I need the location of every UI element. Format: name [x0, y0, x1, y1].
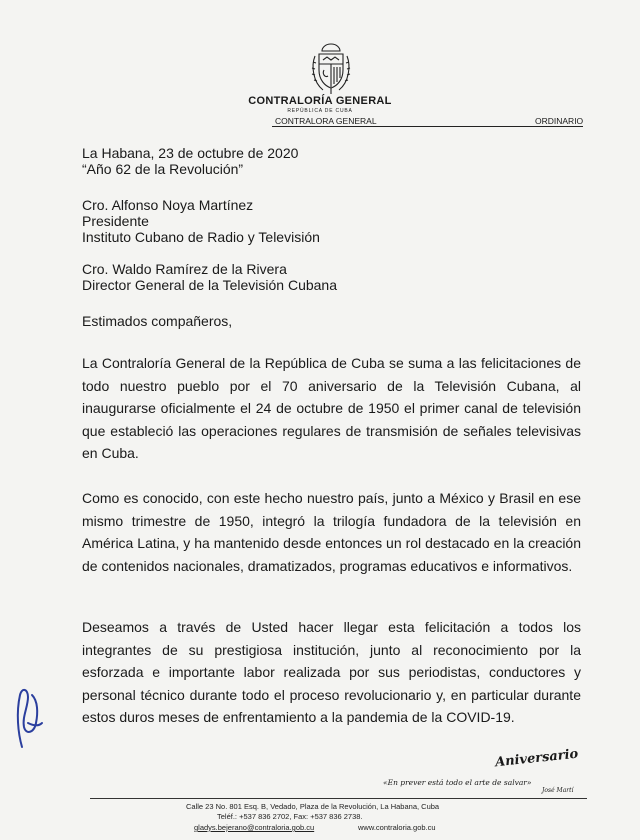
- year-motto-line: “Año 62 de la Revolución”: [82, 161, 244, 177]
- footer-email-link[interactable]: gladys.bejerano@contraloria.gob.cu: [194, 823, 315, 832]
- department-label: CONTRALORA GENERAL: [275, 116, 377, 126]
- body-paragraph-2: Como es conocido, con este hecho nuestro país, junto a México y Brasil en ese mismo trimestre de 1950, integró la trilogía fundadora de la televisión en América Latina, y ha mantenido desde entonces un rol destacado en la creación de contenidos nacionales, dramatizados, programas educativos e informativos.: [82, 490, 581, 574]
- recipient1-name: Cro. Alfonso Noya Martínez: [82, 197, 254, 213]
- recipient1-org: Instituto Cubano de Radio y Televisión: [82, 229, 320, 245]
- signature-image: [8, 683, 50, 753]
- header-divider: [272, 126, 583, 127]
- anniversary-logo: Aniversario: [494, 746, 579, 771]
- footer-website-link[interactable]: www.contraloria.gob.cu: [358, 823, 436, 832]
- org-subtitle: REPÚBLICA DE CUBA: [287, 108, 353, 114]
- quote-author: José Martí: [542, 787, 574, 794]
- body-paragraph-3: Deseamos a través de Usted hacer llegar esta felicitación a todos los integrantes de su prestigiosa institución, junto al reconocimiento por la esforzada e importante labor realizada por sus periodistas, conductores y personal técnico durante todo el proceso revolucionario y, en particular durante estos duros meses de enfrentamiento a la pandemia de la COVID-19.: [82, 619, 581, 725]
- footer-phone-fax: Teléf.: +537 836 2702, Fax: +537 836 2738.: [217, 812, 363, 821]
- recipient2-title: Director General de la Televisión Cubana: [82, 277, 337, 293]
- recipient2-name: Cro. Waldo Ramírez de la Rivera: [82, 261, 287, 277]
- body-paragraph-1: La Contraloría General de la República de Cuba se suma a las felicitaciones de todo nuestro pueblo por el 70 aniversario de la Televisión Cubana, al inaugurarse oficialmente el 24 de octubre de 1950 el primer canal de televisión que estableció las operaciones regulares de transmisión de señales televisivas en Cuba.: [82, 355, 581, 461]
- coat-of-arms-icon: [305, 40, 357, 96]
- date-line: La Habana, 23 de octubre de 2020: [82, 145, 299, 161]
- recipient1-title: Presidente: [82, 213, 149, 229]
- salutation: Estimados compañeros,: [82, 313, 233, 329]
- footer-address: Calle 23 No. 801 Esq. B, Vedado, Plaza de la Revolución, La Habana, Cuba: [186, 802, 440, 811]
- marti-quote: «En prever está todo el arte de salvar»: [383, 778, 532, 787]
- footer-divider: [90, 798, 587, 799]
- classification-label: ORDINARIO: [535, 116, 584, 126]
- org-name: CONTRALORÍA GENERAL: [248, 95, 392, 107]
